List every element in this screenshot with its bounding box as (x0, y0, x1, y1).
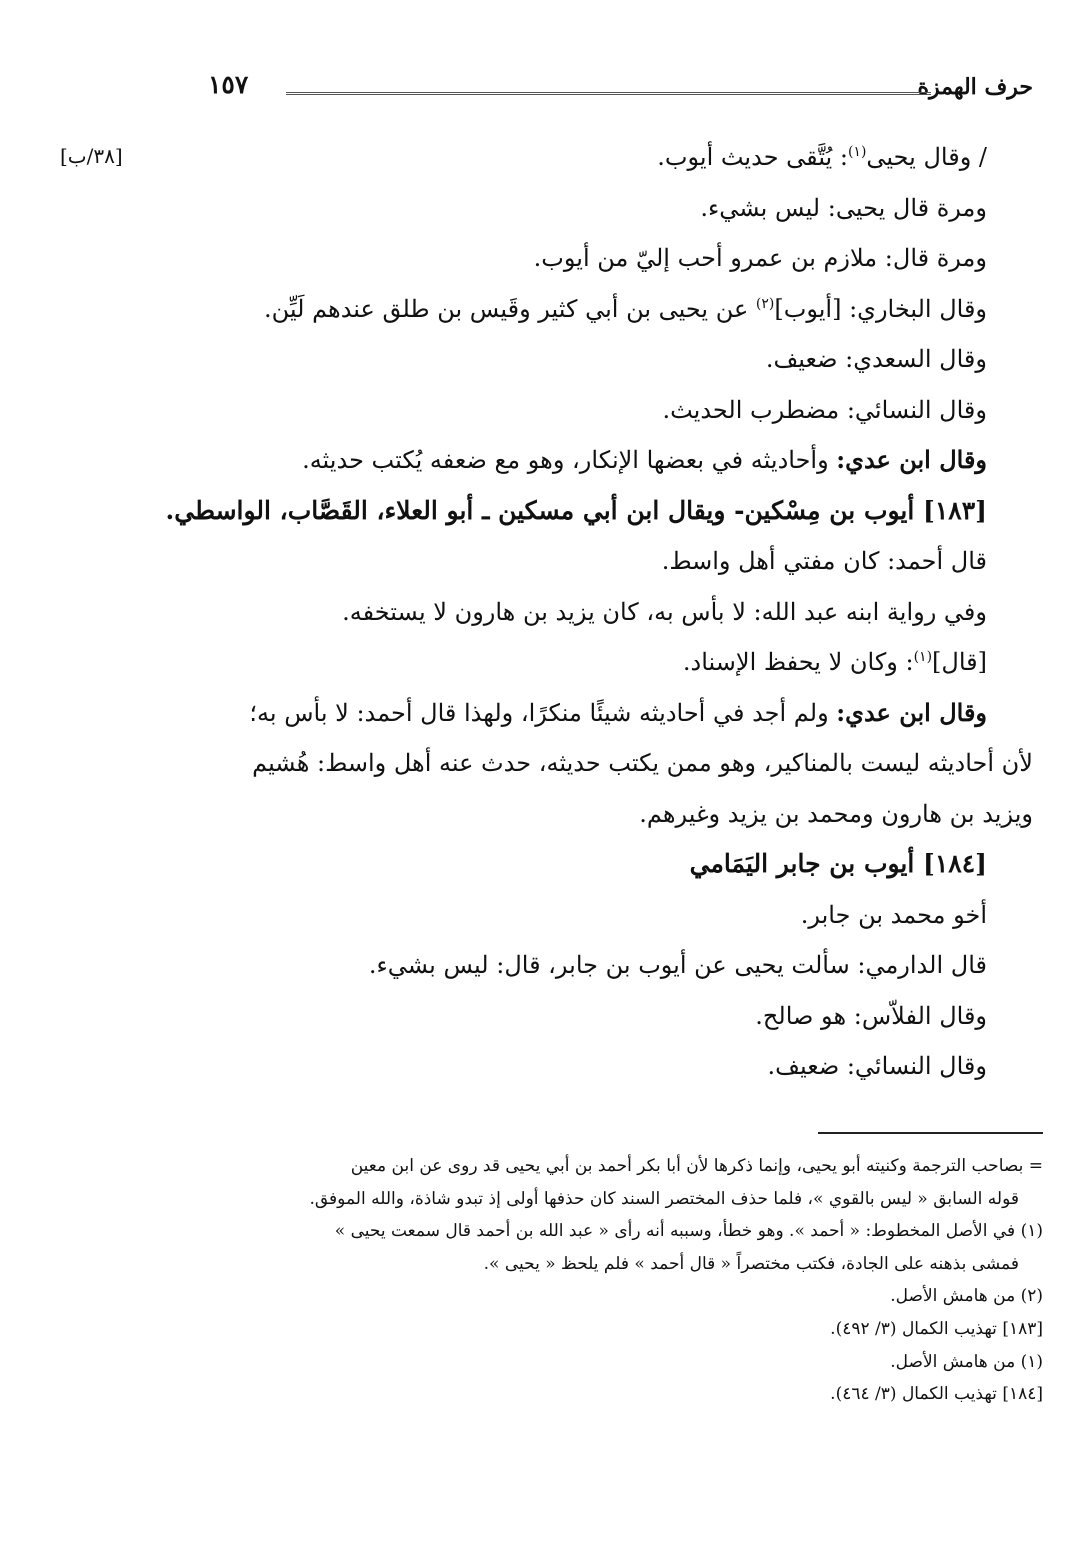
line-text: عن يحيى بن أبي كثير وقَيس بن طلق عندهم لَيِّن. (264, 294, 756, 323)
line-text: ومرة قال: ملازم بن عمرو أحب إليّ من أيوب. (533, 244, 987, 272)
text-line (60, 486, 987, 537)
line-text: وقال النسائي: مضطرب الحديث. (662, 395, 987, 424)
footnote-marker: (١) (913, 649, 933, 665)
speaker-label: وقال ابن عدي: (836, 445, 987, 474)
line-text: أخو محمد بن جابر. (800, 900, 987, 929)
text-line (60, 688, 987, 739)
line-text: وقال البخاري: [أيوب] (774, 294, 987, 323)
margin-reference: [٣٨/ب] (60, 144, 123, 168)
footnote-line: [١٨٤] تهذيب الكمال (٣/ ٤٦٤). (830, 1384, 1043, 1405)
footnote-marker: (١) (847, 144, 867, 160)
footnote-line: [١٨٣] تهذيب الكمال (٣/ ٤٩٢). (830, 1318, 1043, 1339)
line-text: ومرة قال يحيى: ليس بشيء. (700, 193, 987, 222)
text-line (60, 940, 987, 991)
footnotes (60, 1150, 1043, 1411)
text-line (60, 738, 1033, 789)
entry-heading: [١٨٤] أيوب بن جابر اليَمَامي (689, 849, 987, 878)
footnote-line: (١) في الأصل المخطوط: « أحمد ». وهو خطأ، وسببه أنه رأى « عبد الله بن أحمد قال سمعت يحيى » (334, 1221, 1043, 1242)
footnote-line: فمشى بذهنه على الجادة، فكتب مختصراً « قال أحمد » فلم يلحظ « يحيى ». (483, 1253, 1019, 1274)
main-text (60, 132, 1033, 1092)
footnote-line: قوله السابق « ليس بالقوي »، فلما حذف المختصر السند كان حذفها أولى إذ تبدو شاذة، والله الموفق. (309, 1188, 1019, 1209)
line-text: وفي رواية ابنه عبد الله: لا بأس به، كان يزيد بن هارون لا يستخفه. (342, 597, 987, 626)
text-line (60, 637, 987, 688)
entry-heading: [١٨٣] أيوب بن مِسْكين- ويقال ابن أبي مسكين ـ أبو العلاء، القَصَّاب، الواسطي. (165, 495, 987, 525)
text-line (60, 789, 1033, 840)
text-line (60, 385, 987, 436)
text-line (60, 284, 987, 335)
line-text: قال الدارمي: سألت يحيى عن أيوب بن جابر، قال: ليس بشيء. (368, 951, 987, 979)
line-text: : وكان لا يحفظ الإسناد. (682, 648, 914, 676)
text-line (60, 132, 987, 183)
footnote-marker: (٢) (755, 295, 775, 312)
line-text: لأن أحاديثه ليست بالمناكير، وهو ممن يكتب حديثه، حدث عنه أهل واسط: هُشيم (252, 749, 1033, 777)
page-number: ١٥٧ (208, 70, 249, 99)
text-line (60, 890, 987, 941)
text-line (60, 334, 987, 385)
footnote-line: = بصاحب الترجمة وكنيته أبو يحيى، وإنما ذكرها لأن أبا بكر أحمد بن أبي يحيى قد روى عن ابن معين (350, 1156, 1043, 1176)
line-text: ولم أجد في أحاديثه شيئًا منكرًا، ولهذا قال أحمد: لا بأس به؛ (249, 698, 837, 727)
footnote-line: (١) من هامش الأصل. (890, 1351, 1043, 1372)
text-line (60, 183, 987, 234)
speaker-label: وقال ابن عدي: (836, 697, 987, 727)
line-text: وأحاديثه في بعضها الإنكار، وهو مع ضعفه يُكتب حديثه. (302, 446, 837, 474)
line-text: / وقال يحيى (866, 143, 987, 171)
line-text: ويزيد بن هارون ومحمد بن يزيد وغيرهم. (639, 799, 1033, 828)
line-text: وقال الفلاّس: هو صالح. (755, 1001, 987, 1030)
header-rule (286, 92, 931, 95)
footnote-rule (818, 1132, 1043, 1134)
text-line (60, 991, 987, 1042)
line-text: وقال النسائي: ضعيف. (767, 1052, 987, 1080)
line-text: وقال السعدي: ضعيف. (765, 345, 987, 373)
running-title: حرف الهمزة (917, 74, 1033, 100)
line-text: [قال] (932, 648, 987, 676)
text-line (60, 587, 987, 638)
text-line (60, 839, 987, 890)
footnote-line: (٢) من هامش الأصل. (890, 1286, 1043, 1307)
text-line (60, 435, 987, 486)
text-line (60, 536, 987, 587)
text-line (60, 1041, 987, 1092)
line-text: : يُتَّقى حديث أيوب. (657, 143, 848, 171)
text-line (60, 233, 987, 284)
line-text: قال أحمد: كان مفتي أهل واسط. (661, 547, 987, 575)
